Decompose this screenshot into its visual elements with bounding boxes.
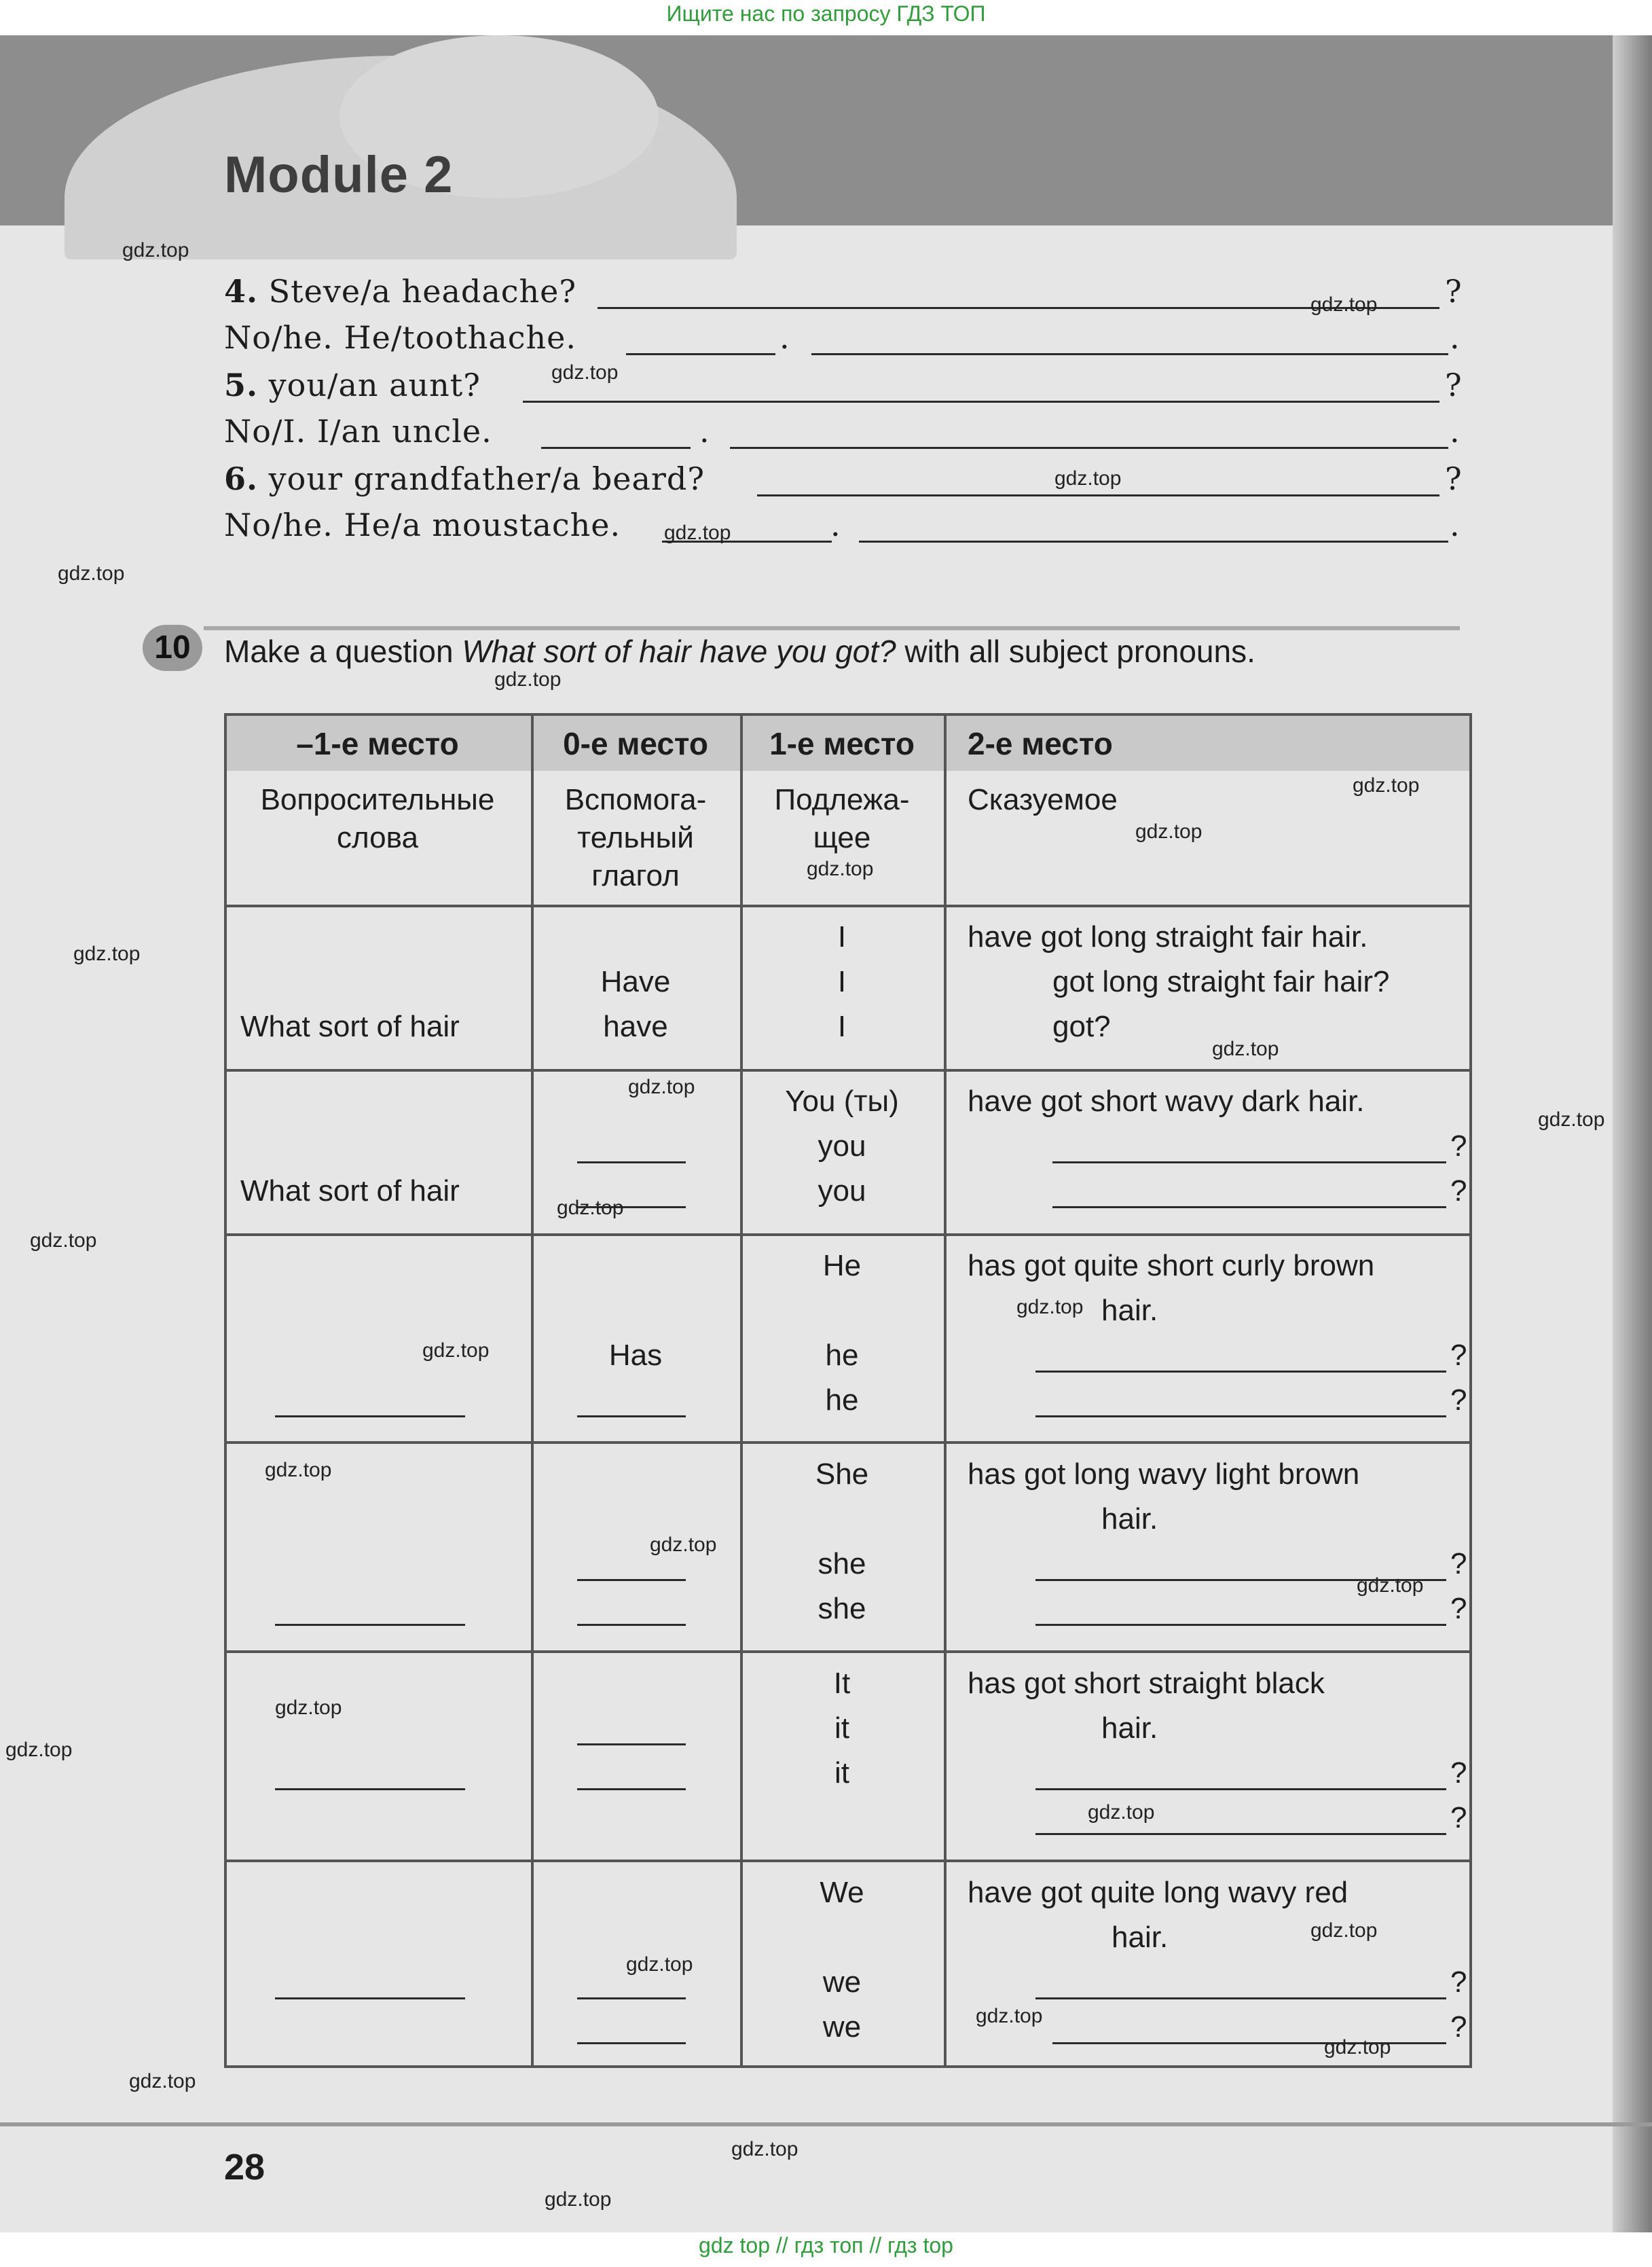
exercise-instruction: Make a question What sort of hair have you got? with all subject pronouns. (224, 634, 1255, 669)
page-edge-shadow (1613, 35, 1652, 2232)
watermark: gdz.top (1016, 1296, 1084, 1318)
answer-line[interactable] (275, 1788, 465, 1790)
answer-line[interactable] (1035, 1371, 1446, 1373)
predicate: has got long wavy light brown (968, 1457, 1360, 1491)
table-border (224, 1860, 1472, 1862)
question-mark: ? (1450, 1592, 1467, 1625)
answer-line[interactable] (577, 1788, 686, 1790)
subject: we (822, 2010, 862, 2044)
predicate: got? (1052, 1010, 1111, 1043)
answer-line[interactable] (577, 1997, 686, 1999)
table-border (224, 1233, 1472, 1236)
answer-line[interactable] (1035, 1833, 1446, 1835)
subject: he (825, 1339, 859, 1372)
subject: he (825, 1383, 859, 1417)
answer-line[interactable] (730, 447, 1448, 449)
answer-line[interactable] (275, 1415, 465, 1417)
subject: I (837, 1010, 847, 1043)
watermark: gdz.top (807, 858, 874, 880)
watermark: gdz.top (628, 1076, 695, 1098)
question-mark: ? (1450, 1383, 1467, 1417)
question-word: What sort of hair (240, 1174, 460, 1208)
subject: she (818, 1547, 866, 1580)
question-mark: ? (1445, 273, 1463, 310)
watermark: gdz.top (731, 2138, 799, 2160)
table-border (224, 713, 227, 2068)
answer-line[interactable] (541, 447, 691, 449)
column-subheader: Подлежа- щее (774, 783, 910, 854)
subject: I (837, 965, 847, 998)
predicate: has got quite short curly brown (968, 1249, 1375, 1282)
predicate: hair. (1101, 1502, 1158, 1536)
table-border (1469, 713, 1472, 2068)
column-subheader: Сказуемое (968, 783, 1118, 816)
top-banner[interactable]: Ищите нас по запросу ГДЗ ТОП (666, 1, 986, 26)
page-number: 28 (224, 2147, 265, 2188)
answer-line[interactable] (859, 541, 1448, 543)
watermark: gdz.top (1538, 1108, 1605, 1131)
answer-line[interactable] (577, 1415, 686, 1417)
answer-line[interactable] (523, 401, 1439, 403)
watermark: gdz.top (1310, 293, 1378, 316)
table-border (224, 905, 1472, 907)
question-mark: ? (1450, 1174, 1467, 1208)
question-mark: ? (1450, 1547, 1467, 1580)
watermark: gdz.top (1324, 2036, 1391, 2059)
answer-line[interactable] (1035, 1997, 1446, 1999)
watermark: gdz.top (73, 943, 141, 965)
subject: you (818, 1129, 866, 1163)
ex9-item-6-question: 6. your grandfather/a beard? (224, 460, 705, 497)
watermark: gdz.top (265, 1459, 332, 1481)
watermark: gdz.top (275, 1697, 342, 1719)
watermark: gdz.top (1357, 1574, 1424, 1597)
predicate: has got short straight black (968, 1667, 1325, 1700)
watermark: gdz.top (122, 239, 189, 261)
ex9-item-6-answer: No/he. He/a moustache. (224, 507, 621, 543)
answer-line[interactable] (1035, 1415, 1446, 1417)
answer-line[interactable] (577, 2042, 686, 2044)
ex9-item-4-question: 4. Steve/a headache? (224, 273, 577, 310)
question-mark: ? (1450, 2010, 1467, 2044)
table-border (224, 1069, 1472, 1072)
grammar-table (224, 713, 1472, 2068)
question-word: What sort of hair (240, 1010, 460, 1043)
table-border (224, 1650, 1472, 1653)
subject: It (833, 1667, 851, 1700)
watermark: gdz.top (5, 1739, 73, 1761)
column-header: 2-е место (968, 726, 1113, 761)
answer-line[interactable] (275, 1997, 465, 1999)
subject: She (815, 1457, 869, 1491)
watermark: gdz.top (1310, 1919, 1378, 1942)
watermark: gdz.top (664, 522, 731, 544)
table-border (224, 713, 1472, 716)
column-subheader: Вспомога- тельный глагол (564, 783, 707, 892)
table-border (944, 713, 947, 2068)
ex9-item-5-question: 5. you/an aunt? (224, 367, 481, 403)
watermark: gdz.top (626, 1953, 693, 1976)
ex9-item-4-answer: No/he. He/toothache. (224, 319, 577, 356)
answer-line[interactable] (1052, 1161, 1446, 1163)
watermark: gdz.top (30, 1229, 97, 1252)
answer-line[interactable] (1035, 1624, 1446, 1626)
watermark: gdz.top (129, 2070, 196, 2092)
question-mark: ? (1450, 1129, 1467, 1163)
answer-line[interactable] (1052, 1206, 1446, 1208)
predicate: hair. (1112, 1921, 1169, 1954)
answer-line[interactable] (626, 353, 775, 355)
dot: . (1450, 413, 1461, 450)
subject: I (837, 920, 847, 954)
answer-line[interactable] (577, 1743, 686, 1745)
predicate: have got short wavy dark hair. (968, 1085, 1365, 1118)
table-border (224, 1441, 1472, 1444)
watermark: gdz.top (1088, 1801, 1155, 1824)
question-mark: ? (1450, 1339, 1467, 1372)
auxiliary: have (603, 1010, 668, 1043)
subject: she (818, 1592, 866, 1625)
subject: He (822, 1249, 862, 1282)
predicate: got long straight fair hair? (1052, 965, 1390, 998)
answer-line[interactable] (577, 1624, 686, 1626)
column-header: –1-е место (296, 726, 459, 761)
watermark: gdz.top (551, 361, 619, 384)
question-mark: ? (1445, 460, 1463, 497)
predicate: have got quite long wavy red (968, 1876, 1348, 1909)
predicate: have got long straight fair hair. (968, 920, 1368, 954)
watermark: gdz.top (1212, 1038, 1279, 1060)
column-header: 1-е место (769, 726, 915, 761)
dot: . (1450, 319, 1461, 356)
subject: we (822, 1965, 862, 1999)
answer-line[interactable] (1035, 1788, 1446, 1790)
dot: . (830, 507, 841, 543)
footer-links[interactable]: gdz top // гдз топ // гдз top (699, 2233, 953, 2257)
answer-line[interactable] (757, 494, 1439, 496)
auxiliary: Have (600, 965, 671, 998)
exercise-number-badge: 10 (143, 625, 202, 671)
subject: you (818, 1174, 866, 1208)
ex9-item-5-answer: No/I. I/an uncle. (224, 413, 492, 450)
subject: We (820, 1876, 864, 1909)
exercise-divider (204, 626, 1460, 630)
subject: it (834, 1711, 849, 1745)
column-subheader: Вопросительные слова (260, 783, 495, 854)
question-mark: ? (1450, 1965, 1467, 1999)
watermark: gdz.top (976, 2005, 1043, 2027)
table-border (531, 713, 534, 2068)
answer-line[interactable] (275, 1624, 465, 1626)
answer-line[interactable] (811, 353, 1448, 355)
watermark: gdz.top (545, 2188, 612, 2211)
answer-line[interactable] (577, 1579, 686, 1581)
predicate: hair. (1101, 1711, 1158, 1745)
question-mark: ? (1445, 367, 1463, 403)
watermark: gdz.top (1353, 774, 1420, 797)
subject: it (834, 1756, 849, 1790)
answer-line[interactable] (577, 1161, 686, 1163)
table-border (224, 2065, 1472, 2068)
dot: . (699, 413, 710, 450)
watermark: gdz.top (1054, 467, 1122, 490)
question-mark: ? (1450, 1801, 1467, 1834)
bottom-divider (0, 2122, 1652, 2126)
module-title: Module 2 (224, 146, 454, 204)
auxiliary: Has (608, 1339, 663, 1372)
watermark: gdz.top (494, 668, 562, 691)
watermark: gdz.top (1135, 820, 1203, 843)
column-header: 0-е место (563, 726, 708, 761)
subject: You (ты) (785, 1085, 899, 1118)
dot: . (779, 319, 790, 356)
watermark: gdz.top (58, 562, 125, 585)
question-mark: ? (1450, 1756, 1467, 1790)
watermark: gdz.top (557, 1197, 624, 1219)
predicate: hair. (1101, 1294, 1158, 1327)
dot: . (1450, 507, 1461, 543)
watermark: gdz.top (422, 1339, 490, 1362)
watermark: gdz.top (650, 1534, 717, 1556)
